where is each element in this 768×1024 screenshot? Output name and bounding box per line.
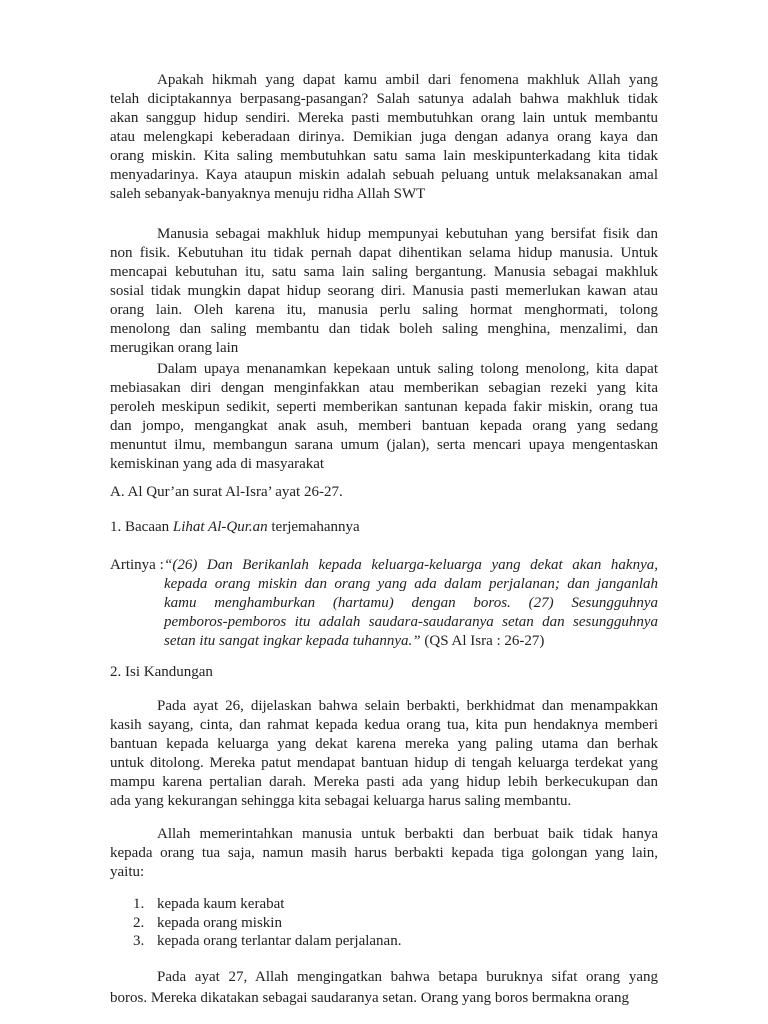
quote-line-text: setan itu sangat ingkar kepada tuhannya.”	[164, 633, 421, 649]
text-line: saleh sebanyak-banyaknya menuju ridha Allah SWT	[110, 186, 426, 202]
list-text: kepada orang terlantar dalam perjalanan.	[157, 933, 402, 950]
heading-a-text: A. Al Qur’an surat Al-Isra’ ayat 26-27.	[110, 484, 343, 500]
text-line: menyadarinya. Kaya ataupun miskin adalah sebuah peluang untuk melaksanakan amal	[110, 167, 658, 183]
paragraph-ayat-26	[110, 697, 658, 811]
text-line: akan sanggup hidup sendiri. Mereka pasti membutuhkan orang lain untuk membantu	[110, 110, 658, 126]
text-line: Allah memerintahkan manusia untuk berbakti dan berbuat baik tidak hanya	[157, 826, 658, 842]
text-line: bantuan kepada keluarga yang dekat karena mereka yang paling utama dan berhak	[110, 736, 658, 752]
quote-line: kepada orang miskin dan orang yang ada dalam perjalanan; dan janganlah	[164, 576, 658, 592]
quote-line: “(26) Dan Berikanlah kepada keluarga-keluarga yang dekat akan haknya,	[164, 557, 658, 573]
text-line: menolong dan saling membantu dan tidak boleh saling menghina, menzalimi, dan	[110, 321, 658, 337]
list-number: 3.	[133, 933, 145, 950]
text-line: kasih sayang, cinta, dan rahmat kepada kedua orang tua, kita pun hendaknya memberi	[110, 717, 658, 733]
paragraph-tolong-menolong	[110, 360, 658, 474]
heading-bacaan	[110, 518, 658, 537]
text-line: merugikan orang lain	[110, 340, 239, 356]
text-line: Pada ayat 27, Allah mengingatkan bahwa betapa buruknya sifat orang yang	[157, 969, 658, 985]
text-line: Apakah hikmah yang dapat kamu ambil dari fenomena makhluk Allah yang	[157, 72, 658, 88]
bacaan-italic: Lihat Al-Qur.an	[172, 519, 268, 535]
text-line: untuk ditolong. Mereka patut mendapat bantuan hidup di tengah keluarga terdekat yang	[110, 755, 658, 771]
paragraph-kebutuhan	[110, 225, 658, 358]
golongan-list	[133, 895, 401, 951]
list-number: 2.	[133, 914, 145, 931]
paragraph-intro	[110, 71, 658, 204]
quote-line: pemboros-pemboros itu adalah saudara-saudaranya setan dan sesungguhnya	[164, 614, 658, 630]
text-line: boros. Mereka dikatakan sebagai saudaranya setan. Orang yang boros bermakna orang	[110, 990, 629, 1006]
text-line: Manusia sebagai makhluk hidup mempunyai kebutuhan yang bersifat fisik dan	[157, 226, 658, 242]
bacaan-prefix: 1. Bacaan	[110, 519, 173, 535]
artinya-label: Artinya :	[110, 557, 164, 573]
list-text: kepada kaum kerabat	[157, 896, 285, 912]
text-line: dan jompo, mengangkat anak asuh, memberi bantuan kepada orang yang sedang	[110, 418, 658, 434]
text-line: orang miskin. Kita saling membutuhkan satu sama lain meskipunterkadang kita tidak	[110, 148, 658, 164]
text-line: sosial tidak mungkin dapat hidup seorang diri. Manusia pasti memerlukan kawan atau	[110, 283, 658, 299]
quote-line: kamu menghamburkan (hartamu) dengan boros. (27) Sesungguhnya	[164, 595, 658, 611]
text-line: mencapai kebutuhan itu, satu sama lain saling bergantung. Manusia sebagai makhluk	[110, 264, 658, 280]
quote-line	[164, 632, 658, 651]
citation: (QS Al Isra : 26-27)	[420, 633, 545, 649]
text-line: telah diciptakannya berpasang-pasangan? Salah satunya adalah bahwa makhluk tidak	[110, 91, 658, 107]
text-line: mebiasakan diri dengan menginfakkan atau memberikan sebagian rezeki yang kita	[110, 380, 658, 396]
artinya-quote	[164, 556, 658, 651]
list-item	[133, 932, 401, 951]
artinya-block	[110, 556, 658, 651]
text-line: peroleh meskipun sedikit, seperti memberikan santunan kepada fakir miskin, orang tua	[110, 399, 658, 415]
text-line: menuntut ilmu, membangun sarana umum (jalan), serta mencari upaya mengentaskan	[110, 437, 658, 453]
heading-isi-kandungan	[110, 663, 658, 682]
list-item	[133, 895, 401, 914]
text-line: ada yang kekurangan sehingga kita sebagai keluarga harus saling membantu.	[110, 793, 572, 809]
text-line: yaitu:	[110, 864, 145, 880]
heading-a	[110, 483, 658, 502]
text-line: kepada orang tua saja, namun masih harus berbakti kepada tiga golongan yang lain,	[110, 845, 658, 861]
text-line: Dalam upaya menanamkan kepekaan untuk saling tolong menolong, kita dapat	[157, 361, 658, 377]
list-text: kepada orang miskin	[157, 914, 282, 931]
list-number: 1.	[133, 896, 145, 912]
text-line: kemiskinan yang ada di masyarakat	[110, 456, 325, 472]
text-line: orang lain. Oleh karena itu, manusia perlu saling hormat menghormati, tolong	[110, 302, 658, 318]
text-line: atau melengkapi keberadaan dirinya. Demikian juga dengan adanya orang kaya dan	[110, 129, 658, 145]
text-line: non fisik. Kebutuhan itu tidak pernah dapat dihentikan selama hidup manusia. Untuk	[110, 245, 658, 261]
bacaan-suffix: terjemahannya	[267, 519, 360, 535]
paragraph-ayat-27	[110, 967, 658, 1009]
text-line: mampu karena pertalian darah. Mereka pasti ada yang hidup lebih berkecukupan dan	[110, 774, 658, 790]
text-line: Pada ayat 26, dijelaskan bahwa selain berbakti, berkhidmat dan menampakkan	[157, 698, 658, 714]
heading-2-text: 2. Isi Kandungan	[110, 664, 213, 680]
list-item	[133, 914, 401, 933]
paragraph-allah-memerintahkan	[110, 825, 658, 882]
